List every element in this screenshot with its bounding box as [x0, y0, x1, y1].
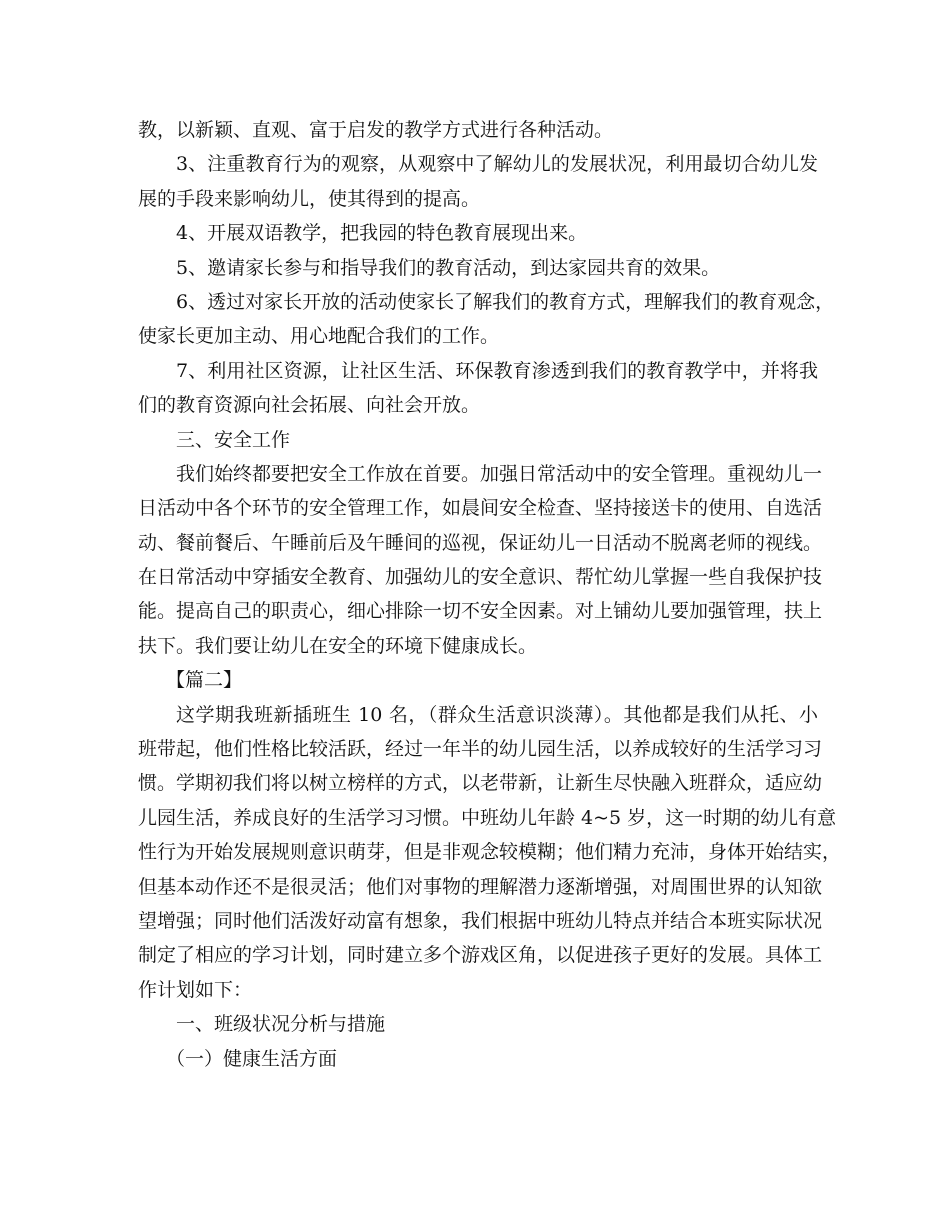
text-line: 惯。学期初我们将以树立榜样的方式，以老带新，让新生尽快融入班群众，适应幼 — [138, 772, 823, 795]
text-line: 们的教育资源向社会拓展、向社会开放。 — [138, 394, 481, 417]
text-line: 儿园生活，养成良好的生活学习习惯。中班幼儿年龄 4~5 岁，这一时期的幼儿有意 — [138, 806, 837, 829]
text-line: 7、利用社区资源，让社区生活、环保教育渗透到我们的教育教学中，并将我 — [176, 359, 818, 382]
text-line: 班带起，他们性格比较活跃，经过一年半的幼儿园生活，以养成较好的生活学习习 — [138, 738, 823, 761]
text-line: 望增强；同时他们活泼好动富有想象，我们根据中班幼儿特点并结合本班实际状况 — [138, 909, 823, 932]
text-line: 制定了相应的学习计划，同时建立多个游戏区角，以促进孩子更好的发展。具体工 — [138, 944, 823, 967]
text-line: 【篇二】 — [166, 669, 243, 692]
text-line: 性行为开始发展规则意识萌芽，但是非观念较模糊；他们精力充沛，身体开始结实， — [138, 841, 842, 864]
text-line: 展的手段来影响幼儿，使其得到的提高。 — [138, 187, 481, 210]
text-line: 日活动中各个环节的安全管理工作，如晨间安全检查、坚持接送卡的使用、自选活 — [138, 497, 823, 520]
text-line: 但基本动作还不是很灵活；他们对事物的理解潜力逐渐增强，对周围世界的认知欲 — [138, 875, 823, 898]
text-line: 这学期我班新插班生 10 名，（群众生活意识淡薄）。其他都是我们从托、小 — [176, 703, 818, 726]
text-line: 使家长更加主动、用心地配合我们的工作。 — [138, 325, 500, 348]
text-line: 4、开展双语教学，把我园的特色教育展现出来。 — [176, 222, 588, 245]
text-line: 教，以新颖、直观、富于启发的教学方式进行各种活动。 — [138, 119, 614, 141]
text-line: 动、餐前餐后、午睡前后及午睡间的巡视，保证幼儿一日活动不脱离老师的视线。 — [138, 531, 823, 554]
text-line: （一）健康生活方面 — [166, 1047, 338, 1070]
body-text — [138, 113, 842, 1076]
text-line: 我们始终都要把安全工作放在首要。加强日常活动中的安全管理。重视幼儿一 — [176, 462, 823, 485]
text-line: 扶下。我们要让幼儿在安全的环境下健康成长。 — [138, 634, 538, 657]
text-line: 在日常活动中穿插安全教育、加强幼儿的安全意识、帮忙幼儿掌握一些自我保护技 — [138, 566, 823, 589]
text-line: 一、班级状况分析与措施 — [176, 1013, 386, 1036]
text-line: 6、透过对家长开放的活动使家长了解我们的教育方式，理解我们的教育观念， — [176, 290, 835, 313]
text-line: 5、邀请家长参与和指导我们的教育活动，到达家园共育的效果。 — [176, 256, 721, 279]
text-line: 3、注重教育行为的观察，从观察中了解幼儿的发展状况，利用最切合幼儿发 — [176, 153, 818, 176]
text-line: 三、安全工作 — [176, 428, 291, 451]
text-line: 能。提高自己的职责心，细心排除一切不安全因素。对上铺幼儿要加强管理，扶上 — [138, 600, 823, 623]
text-line: 作计划如下： — [138, 978, 253, 1001]
